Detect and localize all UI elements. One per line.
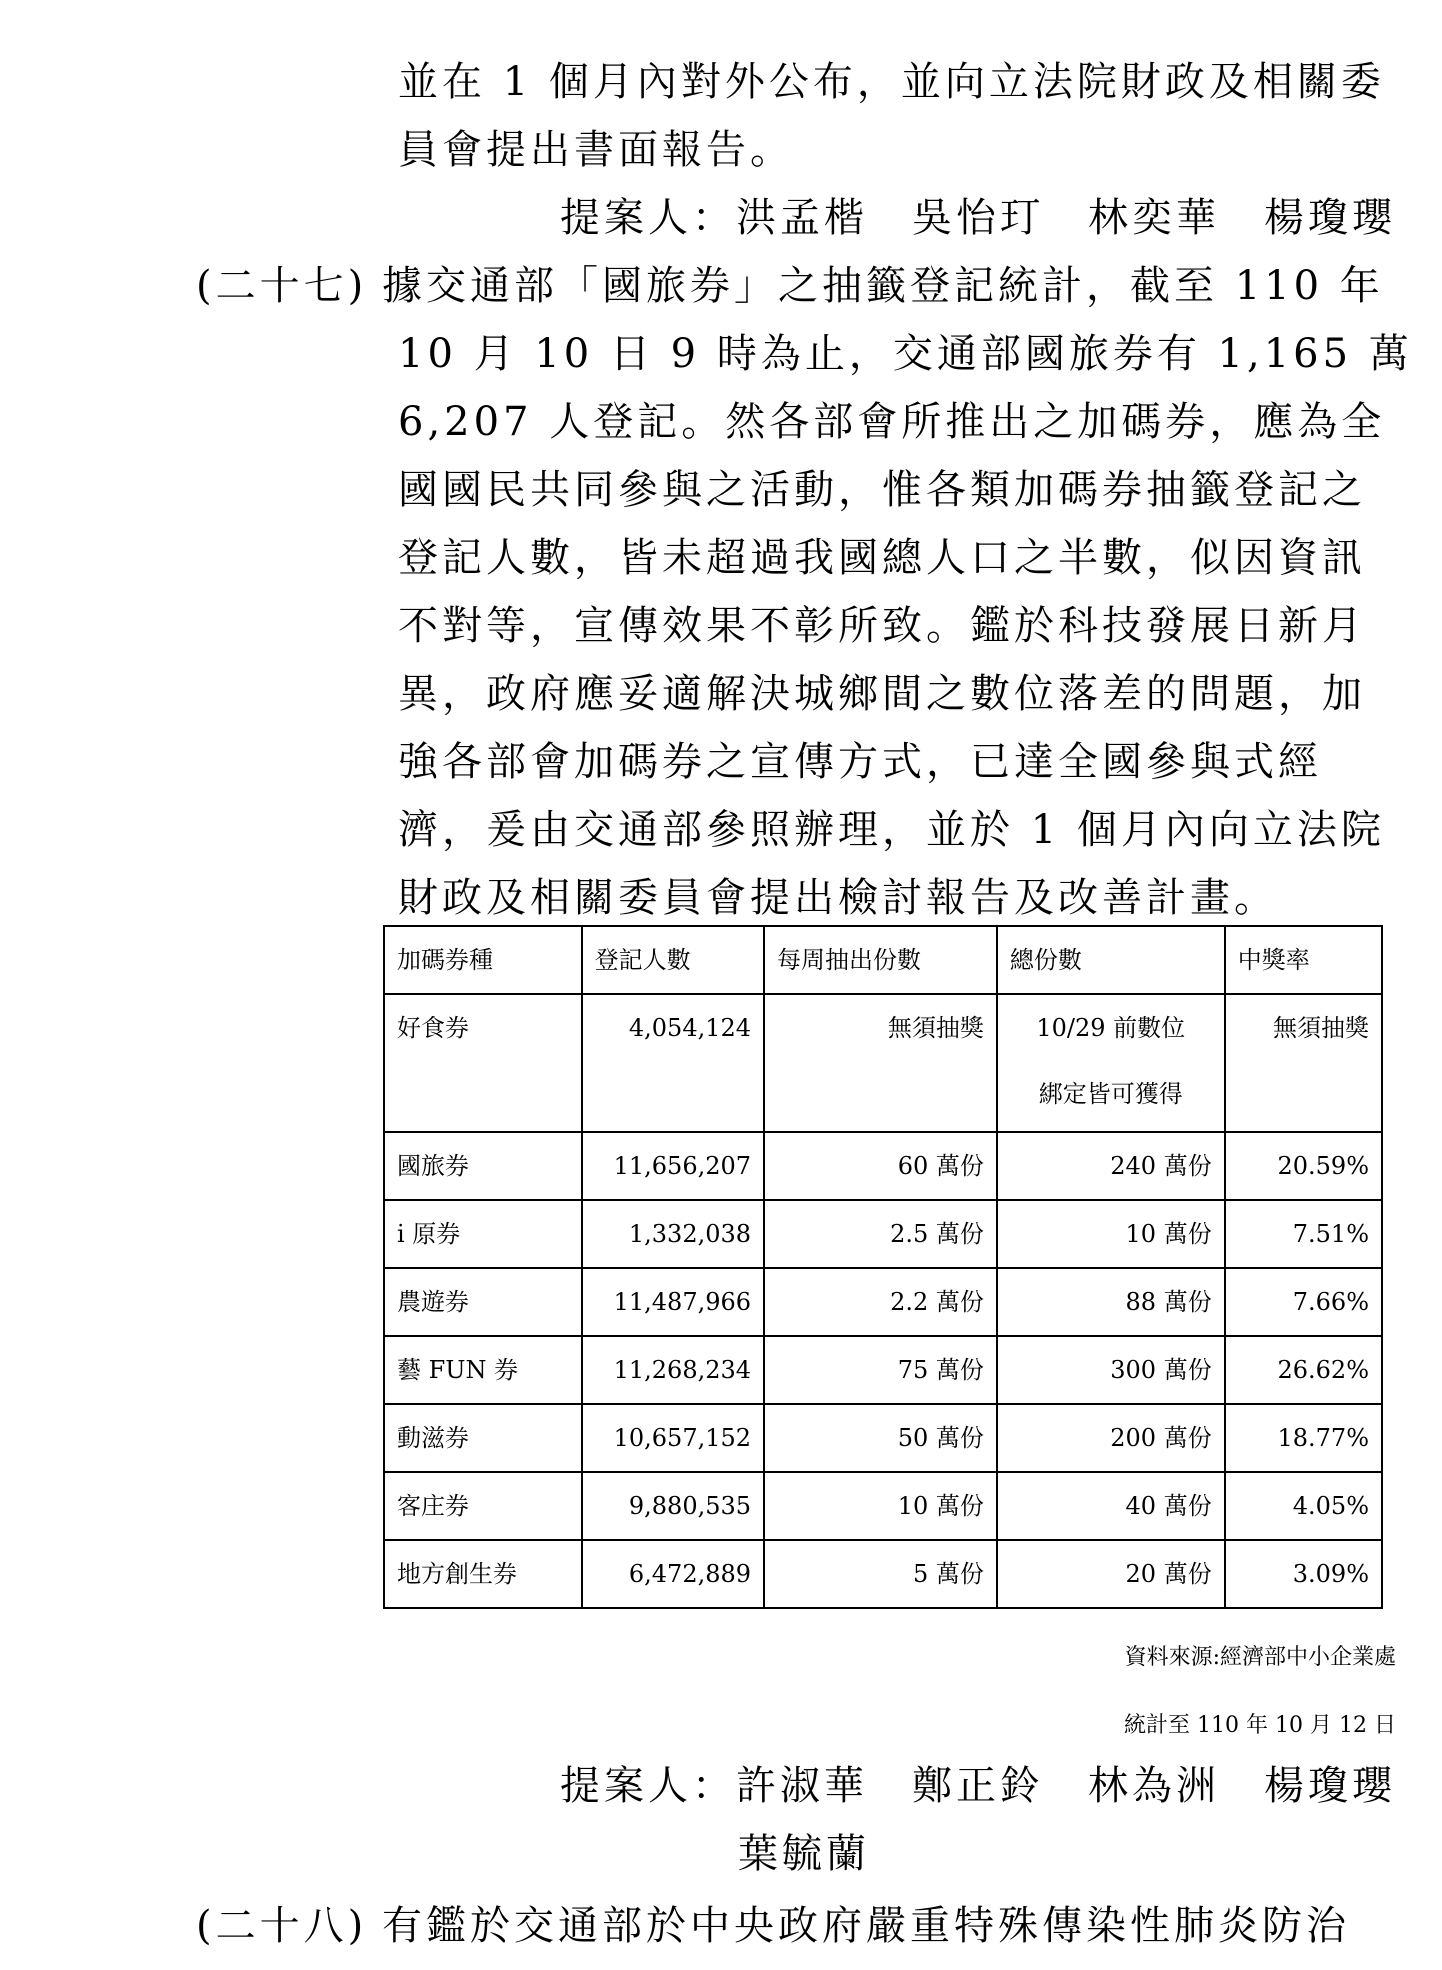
cell-type: i 原券 <box>384 1200 582 1268</box>
voucher-table <box>383 925 1383 1609</box>
header-cell: 加碼券種 <box>384 926 582 994</box>
cell-total: 40 萬份 <box>997 1472 1225 1540</box>
item27-line: 不對等，宣傳效果不彰所致。鑑於科技發展日新月 <box>398 603 1366 649</box>
intro-line-2: 員會提出書面報告。 <box>398 127 794 173</box>
item28-label: (二十八) <box>196 1903 368 1949</box>
cell-weekly: 10 萬份 <box>764 1472 997 1540</box>
table-row <box>384 1540 1382 1608</box>
cell-registered: 4,054,124 <box>582 994 764 1132</box>
cell-registered: 11,656,207 <box>582 1132 764 1200</box>
intro-line-1: 並在 1 個月內對外公布，並向立法院財政及相關委 <box>398 59 1385 105</box>
cell-type: 農遊券 <box>384 1268 582 1336</box>
cell-registered: 11,268,234 <box>582 1336 764 1404</box>
table-row <box>384 1404 1382 1472</box>
cell-type: 好食券 <box>384 994 582 1132</box>
cell-type: 客庄券 <box>384 1472 582 1540</box>
cell-weekly: 60 萬份 <box>764 1132 997 1200</box>
item27-line: 濟，爰由交通部參照辦理，並於 1 個月內向立法院 <box>398 807 1385 853</box>
item27-first-line: 據交通部「國旅券」之抽籤登記統計，截至 110 年 <box>382 263 1384 309</box>
cell-type: 地方創生券 <box>384 1540 582 1608</box>
cell-total: 200 萬份 <box>997 1404 1225 1472</box>
table-row <box>384 1336 1382 1404</box>
cell-total: 20 萬份 <box>997 1540 1225 1608</box>
cell-weekly: 無須抽獎 <box>764 994 997 1132</box>
item27-line: 6,207 人登記。然各部會所推出之加碼券，應為全 <box>398 399 1386 445</box>
cell-rate: 20.59% <box>1225 1132 1382 1200</box>
source-note: 資料來源:經濟部中小企業處 <box>1124 1645 1396 1670</box>
item27-line: 登記人數，皆未超過我國總人口之半數，似因資訊 <box>398 535 1366 581</box>
proposers-2: 提案人：許淑華 鄭正鈴 林為洲 楊瓊瓔 <box>560 1763 1396 1809</box>
cell-weekly: 2.5 萬份 <box>764 1200 997 1268</box>
cell-rate: 7.66% <box>1225 1268 1382 1336</box>
table-row <box>384 1200 1382 1268</box>
cell-weekly: 75 萬份 <box>764 1336 997 1404</box>
item27-line: 財政及相關委員會提出檢討報告及改善計畫。 <box>398 875 1278 921</box>
item27-label: (二十七) <box>196 263 368 309</box>
item27-line: 國國民共同參與之活動，惟各類加碼券抽籤登記之 <box>398 467 1366 513</box>
header-cell: 每周抽出份數 <box>764 926 997 994</box>
cell-total-line-1: 10/29 前數位 <box>1036 1014 1186 1042</box>
header-cell: 登記人數 <box>582 926 764 994</box>
cell-registered: 10,657,152 <box>582 1404 764 1472</box>
item27-line: 強各部會加碼券之宣傳方式，已達全國參與式經 <box>398 739 1322 785</box>
cell-weekly: 50 萬份 <box>764 1404 997 1472</box>
table-row <box>384 994 1382 1132</box>
table-row <box>384 1268 1382 1336</box>
cell-total <box>997 994 1225 1132</box>
proposers-2-continued: 葉毓蘭 <box>738 1831 870 1877</box>
item27-line: 異，政府應妥適解決城鄉間之數位落差的問題，加 <box>398 671 1366 717</box>
cell-weekly: 2.2 萬份 <box>764 1268 997 1336</box>
cell-rate: 無須抽獎 <box>1225 994 1382 1132</box>
cell-registered: 1,332,038 <box>582 1200 764 1268</box>
cell-rate: 4.05% <box>1225 1472 1382 1540</box>
cell-registered: 11,487,966 <box>582 1268 764 1336</box>
cell-registered: 6,472,889 <box>582 1540 764 1608</box>
cell-type: 藝 FUN 券 <box>384 1336 582 1404</box>
cell-total: 240 萬份 <box>997 1132 1225 1200</box>
cell-rate: 3.09% <box>1225 1540 1382 1608</box>
cell-rate: 7.51% <box>1225 1200 1382 1268</box>
header-cell: 總份數 <box>997 926 1225 994</box>
stat-note: 統計至 110 年 10 月 12 日 <box>1124 1713 1396 1738</box>
cell-weekly: 5 萬份 <box>764 1540 997 1608</box>
item28-first-line: 有鑑於交通部於中央政府嚴重特殊傳染性肺炎防治 <box>382 1903 1350 1949</box>
cell-type: 動滋券 <box>384 1404 582 1472</box>
cell-type: 國旅券 <box>384 1132 582 1200</box>
proposers-1: 提案人：洪孟楷 吳怡玎 林奕華 楊瓊瓔 <box>560 195 1396 241</box>
cell-rate: 18.77% <box>1225 1404 1382 1472</box>
table-row <box>384 1132 1382 1200</box>
table-header-row <box>384 926 1382 994</box>
cell-rate: 26.62% <box>1225 1336 1382 1404</box>
cell-total: 10 萬份 <box>997 1200 1225 1268</box>
cell-total: 300 萬份 <box>997 1336 1225 1404</box>
cell-total: 88 萬份 <box>997 1268 1225 1336</box>
cell-registered: 9,880,535 <box>582 1472 764 1540</box>
item27-line: 10 月 10 日 9 時為止，交通部國旅券有 1,165 萬 <box>398 331 1413 377</box>
table-row <box>384 1472 1382 1540</box>
cell-total-line-2: 綁定皆可獲得 <box>1038 1080 1183 1108</box>
header-cell: 中獎率 <box>1225 926 1382 994</box>
